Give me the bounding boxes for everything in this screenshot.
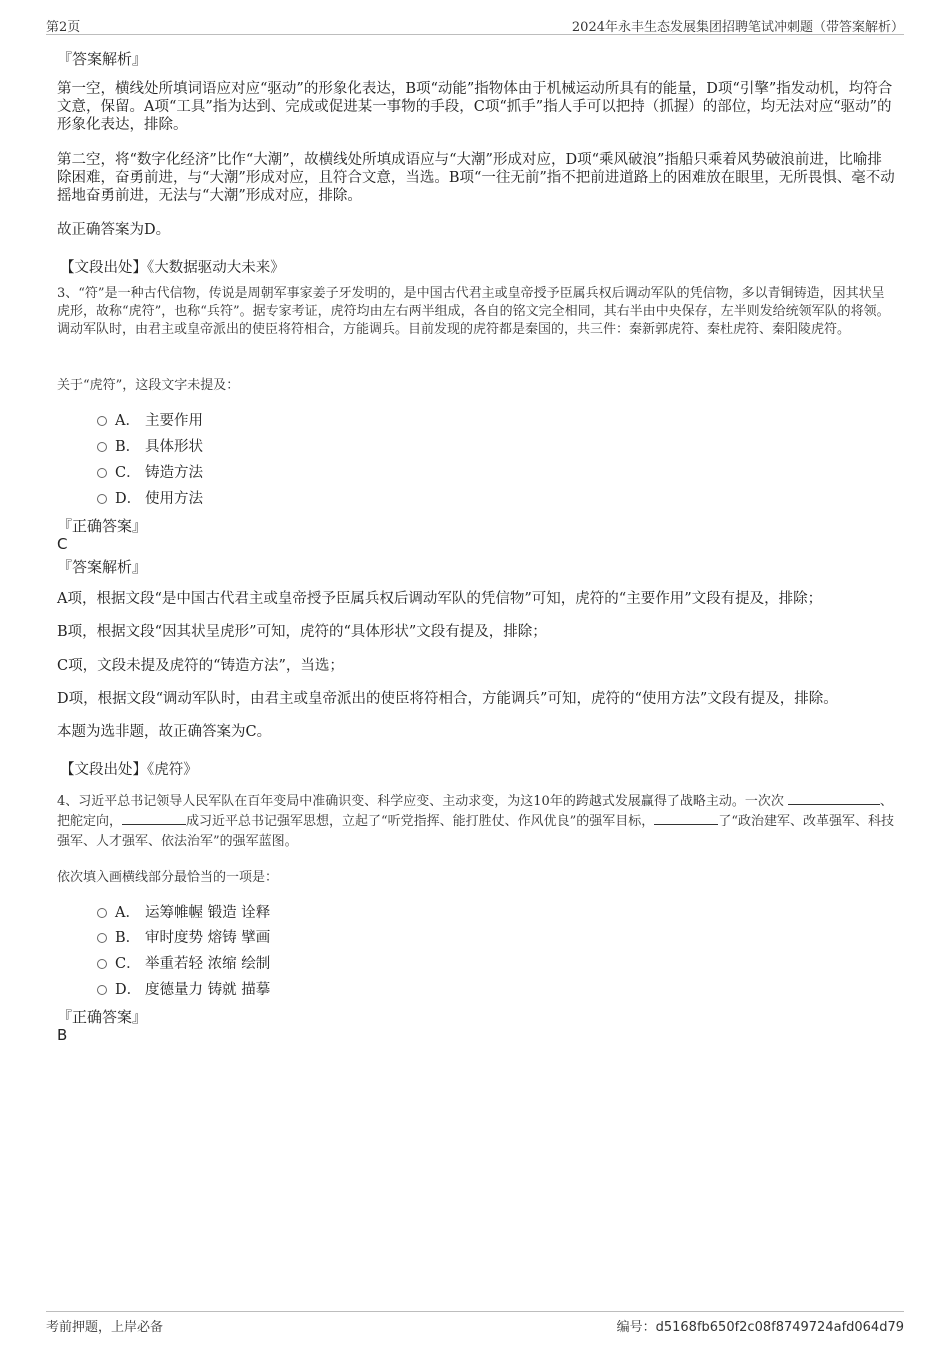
option-text: 运筹帷幄 锻造 诠释	[145, 904, 271, 921]
option-key: C．	[115, 955, 141, 972]
fill-blank-1	[788, 792, 880, 805]
q3-question: 关于“虎符”，这段文字未提及：	[57, 378, 240, 393]
radio-icon[interactable]	[97, 494, 107, 504]
page-footer	[46, 1311, 904, 1334]
q3-analysis-b: B项，根据文段“因其状呈虎形”可知，虎符的“具体形状”文段有提及，排除；	[57, 624, 547, 640]
page-number: 第2页	[46, 20, 81, 35]
q3-conclusion: 本题为选非题，故正确答案为C。	[57, 724, 272, 740]
option-text: 使用方法	[145, 490, 203, 507]
q4-option-d[interactable]	[97, 978, 270, 998]
q4-stem-part-1: 4、习近平总书记领导人民军队在百年变局中准确识变、科学应变、主动求变，为这10年的跨越式发展赢得了战略主动。一次次	[57, 794, 784, 809]
option-key: D．	[115, 981, 142, 998]
radio-icon[interactable]	[97, 933, 107, 943]
option-key: B．	[115, 438, 141, 455]
q4-correct-label: 『正确答案』	[57, 1008, 148, 1026]
q4-stem-part-4: 了“政治建军、改革强	[718, 814, 842, 829]
q2-source: 【文段出处】《大数据驱动大未来》	[60, 260, 285, 276]
serial-label: 编号：	[616, 1320, 656, 1335]
q3-option-c[interactable]	[97, 461, 203, 481]
q3-option-a[interactable]	[97, 409, 203, 429]
q2-analysis-para-2: 第二空，将“数字化经济”比作“大潮”，故横线处所填成语应与“大潮”形成对应，D项“乘风破浪”指船只乘着风势破浪前进，比喻排除困难，奋勇前进，与“大潮”形成对应，且符合文意，当选。B项“一往无前”指不把前进道路上的困难放在眼里，无所畏惧、毫不动摇地奋勇前进，无法与“大潮”形成对应，排除。	[57, 152, 895, 204]
footer-serial	[617, 1316, 904, 1335]
q4-option-c[interactable]	[97, 952, 270, 972]
fill-blank-3	[654, 812, 718, 825]
radio-icon[interactable]	[97, 959, 107, 969]
option-text: 审时度势 熔铸 擘画	[145, 929, 271, 946]
option-key: D．	[115, 490, 142, 507]
q4-option-b[interactable]	[97, 926, 270, 946]
option-key: B．	[115, 929, 141, 946]
fill-blank-2	[122, 812, 186, 825]
q2-analysis-label: 『答案解析』	[57, 50, 148, 68]
q2-conclusion: 故正确答案为D。	[57, 222, 171, 238]
radio-icon[interactable]	[97, 416, 107, 426]
q4-stem	[57, 792, 895, 852]
option-key: C．	[115, 464, 141, 481]
radio-icon[interactable]	[97, 908, 107, 918]
radio-icon[interactable]	[97, 442, 107, 452]
option-text: 铸造方法	[145, 464, 203, 481]
q3-correct-label: 『正确答案』	[57, 517, 148, 535]
option-text: 度德量力 铸就 描摹	[145, 981, 271, 998]
q4-correct-answer: B	[57, 1026, 68, 1044]
option-text: 举重若轻 浓缩 绘制	[145, 955, 271, 972]
q3-option-b[interactable]	[97, 435, 203, 455]
q3-analysis-a: A项，根据文段“是中国古代君主或皇帝授予臣属兵权后调动军队的凭信物”可知，虎符的“主要作用”文段有提及，排除；	[57, 591, 823, 607]
q4-option-a[interactable]	[97, 901, 270, 921]
q4-question: 依次填入画横线部分最恰当的一项是：	[57, 870, 279, 885]
q4-stem-part-3: 成习近平总书记强军思想，立起了“听党指挥、能打胜仗、作风优良”的强军目标，	[186, 814, 655, 829]
option-text: 具体形状	[145, 438, 203, 455]
option-key: A．	[115, 904, 140, 921]
option-key: A．	[115, 412, 140, 429]
q4-stem-line-3: 军、科技强军、人才强军、依法治军”的强军蓝图。	[57, 814, 894, 849]
radio-icon[interactable]	[97, 985, 107, 995]
q3-analysis-label: 『答案解析』	[57, 558, 148, 576]
q3-analysis-d: D项，根据文段“调动军队时，由君主或皇帝派出的使臣将符相合，方能调兵”可知，虎符的“使用方法”文段有提及，排除。	[57, 691, 838, 707]
page-header	[46, 14, 904, 35]
footer-slogan: 考前押题，上岸必备	[46, 1320, 164, 1335]
q3-source: 【文段出处】《虎符》	[60, 762, 198, 778]
radio-icon[interactable]	[97, 468, 107, 478]
q3-correct-answer: C	[57, 535, 68, 553]
q3-option-d[interactable]	[97, 487, 203, 507]
q3-stem: 3、“符”是一种古代信物，传说是周朝军事家姜子牙发明的，是中国古代君主或皇帝授予臣属兵权后调动军队的凭信物，多以青铜铸造，因其状呈虎形，故称“虎符”，也称“兵符”。据专家考证，虎符均由左右两半组成，各自的铭文完全相同，其右半由中央保存，左半则发给统领军队的将领。调动军队时，由君主或皇帝派出的使臣将符相合，方能调兵。目前发现的虎符都是秦国的，共三件：秦新郭虎符、秦杜虎符、秦阳陵虎符。	[57, 286, 890, 337]
document-title: 2024年永丰生态发展集团招聘笔试冲刺题（带答案解析）	[571, 20, 904, 35]
q4-stem-part-2: 、把舵定向，	[57, 794, 893, 829]
q2-analysis-para-1: 第一空，横线处所填词语应对应“驱动”的形象化表达，B项“动能”指物体由于机械运动所具有的能量，D项“引擎”指发动机，均符合文意，保留。A项“工具”指为达到、完成或促进某一事物的手段，C项“抓手”指人手可以把持（抓握）的部位，均无法对应“驱动”的形象化表达，排除。	[57, 81, 893, 133]
q3-analysis-c: C项，文段未提及虎符的“铸造方法”，当选；	[57, 658, 344, 674]
option-text: 主要作用	[145, 412, 203, 429]
serial-number: d5168fb650f2c08f8749724afd064d79	[655, 1320, 904, 1335]
